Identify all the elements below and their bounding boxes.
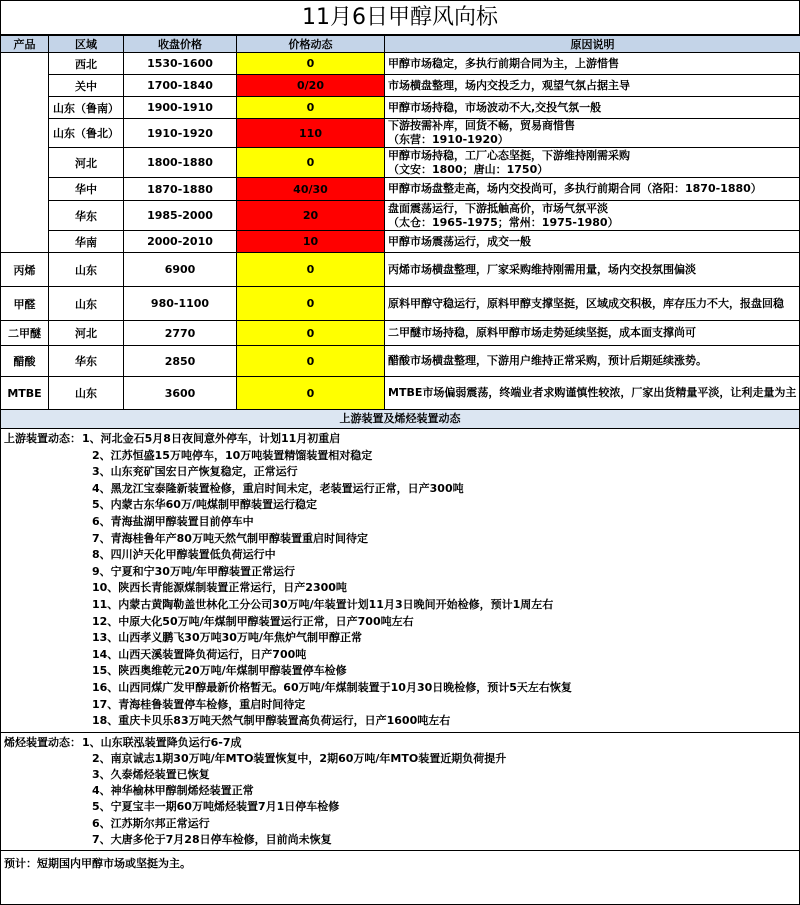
- upstream-item-text: 5、内蒙古东华60万/吨煤制甲醇装置运行稳定: [92, 498, 317, 512]
- product-cell: 二甲醚: [1, 321, 49, 346]
- olefin-item-text: 7、大唐多伦于7月28日停车检修，目前尚未恢复: [92, 832, 332, 846]
- header-dynamic: 价格动态: [237, 36, 385, 53]
- indent-spacer: [82, 464, 92, 481]
- list-item: [4, 481, 796, 498]
- reason-cell: [385, 75, 800, 97]
- olefin-item-text: 2、南京诚志1期30万吨/年MTO装置恢复中，2期60万吨/年MTO装置近期负荷提升: [92, 751, 507, 765]
- list-item: [4, 816, 796, 832]
- price-dynamic-cell: 0: [237, 346, 385, 377]
- reason-cell: [385, 148, 800, 178]
- label-spacer: [4, 580, 82, 597]
- upstream-item-text: 9、宁夏和宁30万吨/年甲醇装置正常运行: [92, 564, 295, 578]
- list-item: [4, 514, 796, 531]
- upstream-item-text: 17、青海桂鲁装置停车检修，重启时间待定: [92, 697, 306, 711]
- reason-cell: [385, 201, 800, 231]
- reason-line: 甲醇市场持稳，市场波动不大,交投气氛一般: [388, 100, 602, 114]
- list-item: [4, 448, 796, 465]
- price-cell: 1910-1920: [124, 119, 237, 148]
- label-spacer: [4, 816, 82, 832]
- price-dynamic-cell: 0: [237, 377, 385, 410]
- price-cell: 1900-1910: [124, 97, 237, 119]
- indent-spacer: [82, 680, 92, 697]
- price-cell: 1800-1880: [124, 148, 237, 178]
- upstream-item-text: 1、河北金石5月8日夜间意外停车，计划11月初重启: [82, 432, 341, 445]
- price-dynamic-cell: 0: [237, 321, 385, 346]
- price-dynamic-cell: 20: [237, 201, 385, 231]
- section-title: 上游装置及烯烃装置动态: [1, 410, 799, 429]
- indent-spacer: [82, 514, 92, 531]
- upstream-item-text: 7、青海桂鲁年产80万吨天然气制甲醇装置重启时间待定: [92, 531, 368, 545]
- price-cell: 980-1100: [124, 287, 237, 321]
- list-item: [4, 531, 796, 548]
- price-cell: 2000-2010: [124, 231, 237, 253]
- price-cell: 6900: [124, 253, 237, 287]
- reason-line: （文安：1800；唐山：1750）: [388, 162, 549, 176]
- region-cell: 华东: [49, 346, 124, 377]
- price-cell: 1870-1880: [124, 178, 237, 201]
- price-cell: 3600: [124, 377, 237, 410]
- methanol-rows: [1, 53, 800, 253]
- region-cell: 华东: [49, 201, 124, 231]
- reason-cell: [385, 231, 800, 253]
- upstream-item-text: 10、陕西长青能源煤制装置正常运行，日产2300吨: [92, 581, 347, 595]
- label-spacer: [4, 614, 82, 631]
- forecast-text: 预计：短期国内甲醇市场或坚挺为主。: [4, 857, 191, 870]
- price-table: [0, 35, 800, 410]
- price-cell: 2770: [124, 321, 237, 346]
- label-spacer: [4, 799, 82, 815]
- list-item: [4, 680, 796, 697]
- product-cell: 醋酸: [1, 346, 49, 377]
- list-item: [4, 431, 796, 448]
- label-spacer: [4, 481, 82, 498]
- table-row: [1, 75, 800, 97]
- list-item: [4, 547, 796, 564]
- reason-cell: MTBE市场偏弱震荡，终端业者求购谨慎性较浓，厂家出货精量平淡，让利走量为主: [385, 377, 800, 410]
- label-spacer: [4, 832, 82, 848]
- list-item: [4, 614, 796, 631]
- reason-line: 甲醇市场稳定，多执行前期合同为主，上游惜售: [388, 56, 619, 70]
- list-item: [4, 580, 796, 597]
- label-spacer: [4, 514, 82, 531]
- label-spacer: [4, 564, 82, 581]
- list-item: [4, 697, 796, 714]
- indent-spacer: [82, 713, 92, 730]
- region-cell: 山东（鲁南）: [49, 97, 124, 119]
- price-dynamic-cell: 40/30: [237, 178, 385, 201]
- indent-spacer: [82, 799, 92, 815]
- olefin-item-text: 6、江苏斯尔邦正常运行: [92, 816, 210, 830]
- label-spacer: [4, 597, 82, 614]
- olefin-section: [1, 733, 799, 851]
- price-dynamic-cell: 0: [237, 53, 385, 75]
- indent-spacer: [82, 531, 92, 548]
- upstream-item-text: 13、山西孝义鹏飞30万吨30万吨/年焦炉气制甲醇正常: [92, 631, 362, 645]
- reason-line: （太仓：1965-1975；常州：1975-1980）: [388, 215, 619, 229]
- list-item: [4, 647, 796, 664]
- table-row: [1, 201, 800, 231]
- upstream-item-text: 12、中原大化50万吨/年煤制甲醇装置运行正常，日产700吨左右: [92, 614, 414, 628]
- price-dynamic-cell: 110: [237, 119, 385, 148]
- reason-line: 市场横盘整理，场内交投乏力，观望气氛占据主导: [388, 78, 630, 92]
- indent-spacer: [82, 816, 92, 832]
- price-cell: 1530-1600: [124, 53, 237, 75]
- list-item: [4, 832, 796, 848]
- list-item: [4, 783, 796, 799]
- reason-line: 甲醇市场盘整走高，场内交投尚可，多执行前期合同（洛阳：1870-1880）: [388, 182, 762, 195]
- upstream-item-text: 18、重庆卡贝乐83万吨天然气制甲醇装置高负荷运行，日产1600吨左右: [92, 714, 451, 728]
- product-cell: MTBE: [1, 377, 49, 410]
- page-title: 11月6日甲醇风向标: [1, 1, 799, 35]
- header-reason: 原因说明: [385, 36, 800, 53]
- table-row: [1, 53, 800, 75]
- price-dynamic-cell: 0: [237, 148, 385, 178]
- label-spacer: [4, 547, 82, 564]
- reason-cell: 丙烯市场横盘整理，厂家采购维持刚需用量，场内交投氛围偏淡: [385, 253, 800, 287]
- reason-line: （东营：1910-1920）: [388, 133, 509, 146]
- list-item: [4, 735, 796, 751]
- region-cell: 山东（鲁北）: [49, 119, 124, 148]
- price-cell: 1985-2000: [124, 201, 237, 231]
- indent-spacer: [82, 497, 92, 514]
- indent-spacer: [82, 751, 92, 767]
- indent-spacer: [82, 448, 92, 465]
- list-item: [4, 630, 796, 647]
- indent-spacer: [82, 614, 92, 631]
- list-item: [4, 767, 796, 783]
- table-row: [1, 148, 800, 178]
- upstream-item-text: 6、青海盐湖甲醇装置目前停车中: [92, 514, 254, 528]
- list-item: [4, 497, 796, 514]
- price-dynamic-cell: 10: [237, 231, 385, 253]
- upstream-section: [1, 429, 799, 733]
- reason-cell: [385, 53, 800, 75]
- label-spacer: [4, 713, 82, 730]
- indent-spacer: [82, 767, 92, 783]
- label-spacer: [4, 697, 82, 714]
- indent-spacer: [82, 647, 92, 664]
- price-dynamic-cell: 0: [237, 287, 385, 321]
- list-item: [4, 464, 796, 481]
- olefin-label: 烯烃装置动态：: [4, 735, 81, 749]
- upstream-item-text: 16、山西同煤广发甲醇最新价格暂无。60万吨/年煤制装置于10月30日晚检修，预计5天左右恢复: [92, 680, 572, 694]
- indent-spacer: [82, 663, 92, 680]
- label-spacer: [4, 448, 82, 465]
- indent-spacer: [82, 832, 92, 848]
- price-dynamic-cell: 0/20: [237, 75, 385, 97]
- reason-line: 下游按需补库，回货不畅，贸易商惜售: [388, 119, 575, 132]
- region-cell: 山东: [49, 253, 124, 287]
- olefin-item-text: 1、山东联泓装置降负运行6-7成: [82, 735, 242, 749]
- label-spacer: [4, 630, 82, 647]
- upstream-label: 上游装置动态：: [4, 432, 81, 445]
- list-item: [4, 564, 796, 581]
- olefin-item-text: 3、久泰烯烃装置已恢复: [92, 768, 210, 782]
- product-cell: 甲醛: [1, 287, 49, 321]
- price-dynamic-cell: 0: [237, 97, 385, 119]
- list-item: [4, 597, 796, 614]
- upstream-item-text: 8、四川泸天化甲醇装置低负荷运行中: [92, 548, 276, 562]
- upstream-item-text: 4、黑龙江宝泰隆新装置检修，重启时间未定，老装置运行正常，日产300吨: [92, 481, 464, 495]
- indent-spacer: [82, 547, 92, 564]
- label-spacer: [4, 647, 82, 664]
- indent-spacer: [82, 597, 92, 614]
- reason-line: 甲醇市场震荡运行，成交一般: [388, 234, 531, 248]
- table-row: [1, 346, 800, 377]
- olefin-item-text: 4、神华榆林甲醇制烯烃装置正常: [92, 784, 254, 798]
- indent-spacer: [82, 481, 92, 498]
- price-cell: 2850: [124, 346, 237, 377]
- table-row: [1, 231, 800, 253]
- label-spacer: [4, 531, 82, 548]
- olefin-item-text: 5、宁夏宝丰一期60万吨烯烃装置7月1日停车检修: [92, 800, 340, 814]
- table-row: [1, 377, 800, 410]
- list-item: [4, 799, 796, 815]
- list-item: [4, 751, 796, 767]
- table-row: [1, 321, 800, 346]
- table-row: [1, 287, 800, 321]
- reason-line: 甲醇市场持稳，工厂心态坚挺，下游维持刚需采购: [388, 148, 630, 162]
- region-cell: 河北: [49, 321, 124, 346]
- reason-cell: 醋酸市场横盘整理，下游用户维持正常采购，预计后期延续涨势。: [385, 346, 800, 377]
- table-header: [1, 36, 800, 53]
- indent-spacer: [82, 630, 92, 647]
- upstream-item-text: 15、陕西奥维乾元20万吨/年煤制甲醇装置停车检修: [92, 664, 347, 678]
- label-spacer: [4, 783, 82, 799]
- list-item: [4, 663, 796, 680]
- region-cell: 河北: [49, 148, 124, 178]
- region-cell: 华中: [49, 178, 124, 201]
- label-spacer: [4, 464, 82, 481]
- upstream-item-text: 3、山东兖矿国宏日产恢复稳定，正常运行: [92, 465, 298, 479]
- reason-cell: 二甲醚市场持稳，原料甲醇市场走势延续坚挺，成本面支撑尚可: [385, 321, 800, 346]
- price-cell: 1700-1840: [124, 75, 237, 97]
- other-product-rows: [1, 253, 800, 410]
- table-row: [1, 97, 800, 119]
- indent-spacer: [82, 783, 92, 799]
- label-spacer: [4, 680, 82, 697]
- region-cell: 山东: [49, 377, 124, 410]
- header-product: 产品: [1, 36, 49, 53]
- reason-cell: [385, 178, 800, 201]
- label-spacer: [4, 751, 82, 767]
- label-spacer: [4, 767, 82, 783]
- table-row: [1, 119, 800, 148]
- upstream-item-text: 2、江苏恒盛15万吨停车，10万吨装置精馏装置相对稳定: [92, 448, 373, 462]
- indent-spacer: [82, 564, 92, 581]
- price-dynamic-cell: 0: [237, 253, 385, 287]
- label-spacer: [4, 663, 82, 680]
- indent-spacer: [82, 580, 92, 597]
- upstream-item-text: 14、山西天溪装置降负荷运行，日产700吨: [92, 647, 307, 661]
- reason-line: 盘面震荡运行，下游抵触高价，市场气氛平淡: [388, 201, 608, 215]
- region-cell: 山东: [49, 287, 124, 321]
- reason-cell: 原料甲醇守稳运行，原料甲醇支撑坚挺，区域成交积极，库存压力不大，报盘回稳: [385, 287, 800, 321]
- header-region: 区域: [49, 36, 124, 53]
- reason-cell: [385, 119, 800, 148]
- header-price: 收盘价格: [124, 36, 237, 53]
- region-cell: 关中: [49, 75, 124, 97]
- product-cell: [1, 53, 49, 253]
- indent-spacer: [82, 697, 92, 714]
- region-cell: 华南: [49, 231, 124, 253]
- reason-cell: [385, 97, 800, 119]
- region-cell: 西北: [49, 53, 124, 75]
- label-spacer: [4, 497, 82, 514]
- list-item: [4, 713, 796, 730]
- upstream-item-text: 11、内蒙古黄陶勒盖世林化工分公司30万吨/年装置计划11月3日晚间开始检修，预计1周左右: [92, 597, 554, 611]
- table-row: [1, 253, 800, 287]
- table-row: [1, 178, 800, 201]
- product-cell: 丙烯: [1, 253, 49, 287]
